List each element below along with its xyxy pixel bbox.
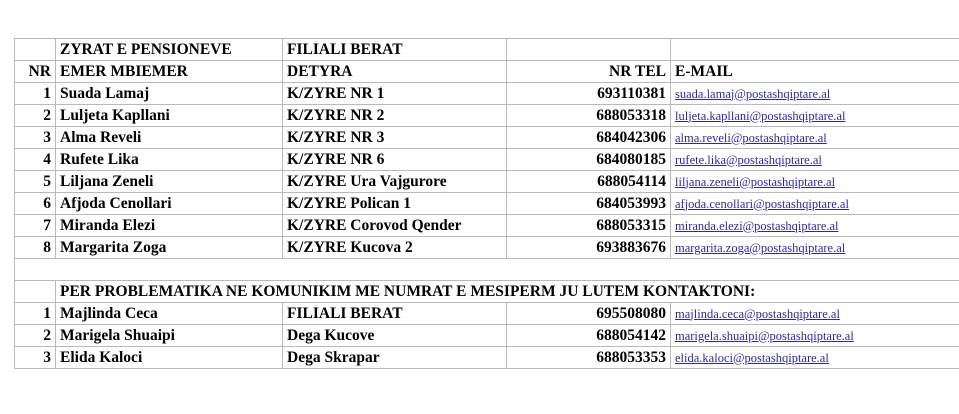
row-tel: 688054114: [507, 171, 671, 193]
row-email: [671, 127, 959, 149]
email-link[interactable]: liljana.zeneli@postashqiptare.al: [675, 174, 836, 189]
row-nr: 8: [15, 237, 56, 259]
row-tel: 693883676: [507, 237, 671, 259]
row-tel: 688053318: [507, 105, 671, 127]
row-email: [671, 149, 959, 171]
email-link[interactable]: rufete.lika@postashqiptare.al: [675, 152, 822, 167]
table-row: [15, 127, 959, 149]
table-gap: [15, 259, 959, 281]
header-nr: NR: [15, 61, 56, 83]
row-name: Luljeta Kapllani: [56, 105, 283, 127]
row-duty: K/ZYRE Polican 1: [283, 193, 507, 215]
table-row: [15, 193, 959, 215]
row-name: Suada Lamaj: [56, 83, 283, 105]
title-tel-cell: [507, 39, 671, 61]
email-link[interactable]: elida.kaloci@postashqiptare.al: [675, 350, 829, 365]
row-name: Elida Kaloci: [56, 347, 283, 369]
row-name: Alma Reveli: [56, 127, 283, 149]
row-email: [671, 105, 959, 127]
row-nr: 3: [15, 347, 56, 369]
table-row: [15, 237, 959, 259]
row-email: [671, 171, 959, 193]
title-nr-cell: [15, 39, 56, 61]
row-nr: 7: [15, 215, 56, 237]
row-tel: 695508080: [507, 303, 671, 325]
row-duty: K/ZYRE Kucova 2: [283, 237, 507, 259]
row-tel: 688053315: [507, 215, 671, 237]
row-nr: 2: [15, 105, 56, 127]
email-link[interactable]: afjoda.cenollari@postashqiptare.al: [675, 196, 849, 211]
title-office-cell: ZYRAT E PENSIONEVE: [56, 39, 283, 61]
row-duty: K/ZYRE NR 3: [283, 127, 507, 149]
email-link[interactable]: margarita.zoga@postashqiptare.al: [675, 240, 846, 255]
email-link[interactable]: suada.lamaj@postashqiptare.al: [675, 86, 831, 101]
row-duty: K/ZYRE Corovod Qender: [283, 215, 507, 237]
pension-offices-table: [14, 38, 959, 369]
row-duty: Dega Skrapar: [283, 347, 507, 369]
row-name: Afjoda Cenollari: [56, 193, 283, 215]
row-email: [671, 303, 959, 325]
email-link[interactable]: alma.reveli@postashqiptare.al: [675, 130, 827, 145]
row-email: [671, 237, 959, 259]
row-email: [671, 347, 959, 369]
title-branch-cell: FILIALI BERAT: [283, 39, 507, 61]
row-tel: 688053353: [507, 347, 671, 369]
gap-cell: [15, 259, 959, 281]
header-email: E-MAIL: [671, 61, 959, 83]
row-email: [671, 83, 959, 105]
row-email: [671, 193, 959, 215]
row-nr: 2: [15, 325, 56, 347]
row-tel: 684042306: [507, 127, 671, 149]
row-email: [671, 215, 959, 237]
table-row: [15, 325, 959, 347]
header-tel: NR TEL: [507, 61, 671, 83]
row-duty: Dega Kucove: [283, 325, 507, 347]
email-link[interactable]: marigela.shuaipi@postashqiptare.al: [675, 328, 854, 343]
table-row: [15, 347, 959, 369]
row-duty: K/ZYRE NR 6: [283, 149, 507, 171]
row-nr: 4: [15, 149, 56, 171]
table-row: [15, 83, 959, 105]
note-nr-cell: [15, 281, 56, 303]
table-title-row: [15, 39, 959, 61]
note-text: PER PROBLEMATIKA NE KOMUNIKIM ME NUMRAT E MESIPERM JU LUTEM KONTAKTONI:: [56, 281, 959, 303]
table-row: [15, 171, 959, 193]
row-tel: 684080185: [507, 149, 671, 171]
header-name: EMER MBIEMER: [56, 61, 283, 83]
row-nr: 1: [15, 83, 56, 105]
row-tel: 693110381: [507, 83, 671, 105]
table-row: [15, 303, 959, 325]
note-row: [15, 281, 959, 303]
row-nr: 5: [15, 171, 56, 193]
row-tel: 688054142: [507, 325, 671, 347]
spreadsheet-table: [14, 38, 932, 369]
table-header-row: [15, 61, 959, 83]
row-duty: K/ZYRE NR 1: [283, 83, 507, 105]
table-row: [15, 215, 959, 237]
row-name: Liljana Zeneli: [56, 171, 283, 193]
email-link[interactable]: majlinda.ceca@postashqiptare.al: [675, 306, 840, 321]
row-duty: K/ZYRE Ura Vajgurore: [283, 171, 507, 193]
row-name: Miranda Elezi: [56, 215, 283, 237]
row-name: Majlinda Ceca: [56, 303, 283, 325]
row-nr: 1: [15, 303, 56, 325]
table-row: [15, 149, 959, 171]
row-nr: 3: [15, 127, 56, 149]
row-tel: 684053993: [507, 193, 671, 215]
row-nr: 6: [15, 193, 56, 215]
row-duty: FILIALI BERAT: [283, 303, 507, 325]
row-name: Rufete Lika: [56, 149, 283, 171]
row-duty: K/ZYRE NR 2: [283, 105, 507, 127]
title-email-cell: [671, 39, 959, 61]
email-link[interactable]: luljeta.kapllani@postashqiptare.al: [675, 108, 846, 123]
header-duty: DETYRA: [283, 61, 507, 83]
email-link[interactable]: miranda.elezi@postashqiptare.al: [675, 218, 839, 233]
row-email: [671, 325, 959, 347]
table-row: [15, 105, 959, 127]
row-name: Marigela Shuaipi: [56, 325, 283, 347]
row-name: Margarita Zoga: [56, 237, 283, 259]
